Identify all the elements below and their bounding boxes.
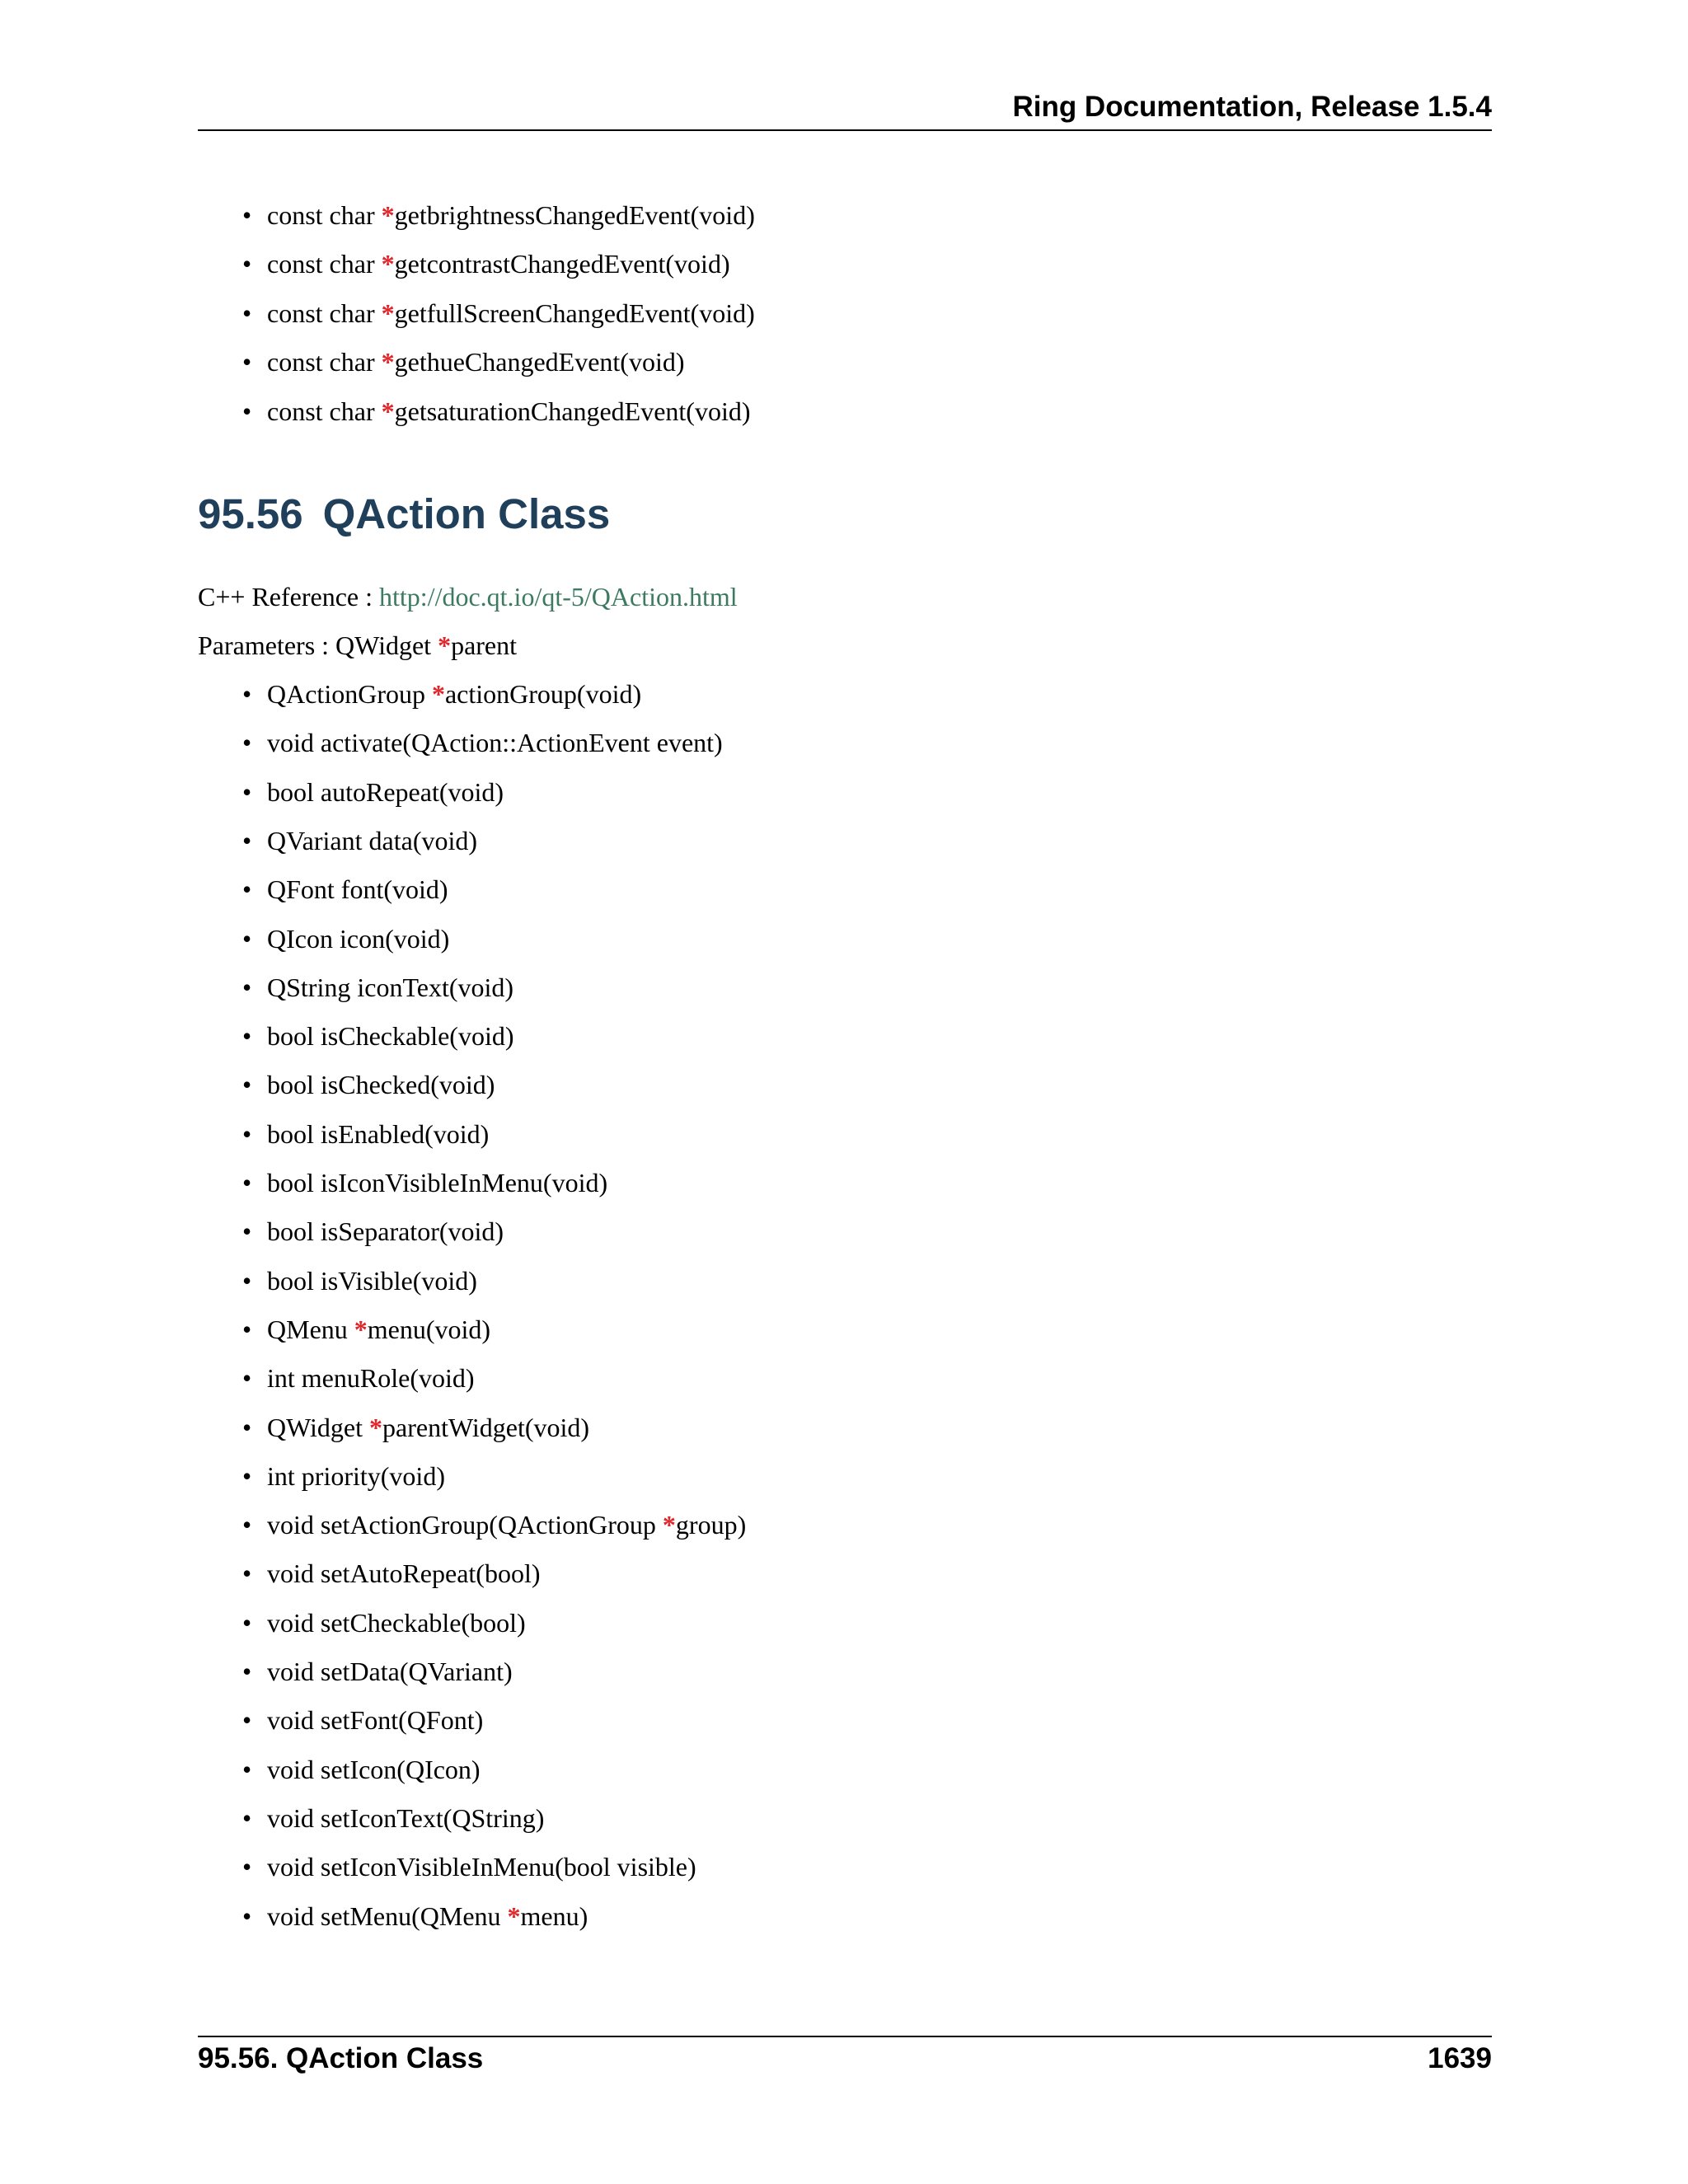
reference-link[interactable]: http://doc.qt.io/qt-5/QAction.html bbox=[379, 582, 738, 612]
bullet: • bbox=[242, 1118, 252, 1149]
item-text-prefix: QVariant data(void) bbox=[267, 825, 478, 855]
item-text-prefix: void setMenu(QMenu bbox=[267, 1900, 508, 1931]
item-text-prefix: bool isIconVisibleInMenu(void) bbox=[267, 1168, 608, 1197]
item-text bbox=[267, 1411, 589, 1444]
pointer-star: * bbox=[369, 1412, 383, 1442]
bullet: • bbox=[242, 1558, 252, 1589]
bullet: • bbox=[242, 298, 252, 328]
item-text bbox=[267, 395, 750, 428]
item-text-prefix: const char bbox=[267, 249, 382, 279]
bullet: • bbox=[242, 200, 252, 230]
section-heading bbox=[198, 490, 610, 539]
item-text bbox=[267, 1704, 483, 1736]
bullet: • bbox=[242, 1265, 252, 1296]
item-text-prefix: void setIconText(QString) bbox=[267, 1802, 545, 1833]
item-text-suffix: gethueChangedEvent(void) bbox=[394, 347, 685, 377]
pointer-star: * bbox=[431, 679, 445, 709]
bullet: • bbox=[242, 1705, 252, 1736]
item-text-prefix: bool isSeparator(void) bbox=[267, 1216, 504, 1247]
item-text bbox=[267, 1557, 540, 1590]
item-text bbox=[267, 247, 730, 280]
item-text bbox=[267, 297, 755, 330]
bullet: • bbox=[242, 249, 252, 279]
item-text bbox=[267, 1802, 544, 1835]
bullet: • bbox=[242, 1852, 252, 1882]
item-text-prefix: void setCheckable(bool) bbox=[267, 1607, 526, 1638]
item-text-prefix: const char bbox=[267, 347, 382, 377]
item-text bbox=[267, 1606, 526, 1639]
item-text-suffix: menu(void) bbox=[367, 1314, 491, 1344]
item-text-prefix: int menuRole(void) bbox=[267, 1363, 475, 1394]
bullet: • bbox=[242, 1363, 252, 1394]
item-text-suffix: parentWidget(void) bbox=[382, 1412, 590, 1442]
item-text bbox=[267, 776, 504, 808]
item-text bbox=[267, 1361, 475, 1394]
item-text bbox=[267, 1118, 489, 1151]
footer-rule bbox=[198, 2036, 1492, 2037]
item-text-prefix: int priority(void) bbox=[267, 1460, 445, 1491]
bullet: • bbox=[242, 1657, 252, 1686]
bullet: • bbox=[242, 679, 252, 709]
item-text bbox=[267, 1264, 477, 1297]
footer-section: 95.56. QAction Class bbox=[198, 2042, 484, 2074]
item-text-prefix: bool isEnabled(void) bbox=[267, 1118, 490, 1149]
item-text bbox=[267, 1166, 607, 1199]
bullet: • bbox=[242, 728, 252, 758]
item-text bbox=[267, 1019, 513, 1052]
item-text-suffix: getcontrastChangedEvent(void) bbox=[394, 249, 730, 279]
item-text-prefix: QActionGroup bbox=[267, 679, 432, 709]
pointer-star: * bbox=[381, 298, 395, 328]
bullet: • bbox=[242, 874, 252, 905]
bullet: • bbox=[242, 1510, 252, 1540]
pointer-star: * bbox=[507, 1900, 521, 1931]
item-text-prefix: QString iconText(void) bbox=[267, 972, 514, 1002]
item-text-prefix: void setFont(QFont) bbox=[267, 1705, 484, 1736]
bullet: • bbox=[242, 1216, 252, 1247]
item-text-prefix: const char bbox=[267, 396, 382, 426]
item-text bbox=[267, 1460, 445, 1493]
item-text bbox=[267, 971, 513, 1004]
bullet: • bbox=[242, 972, 252, 1002]
item-text-prefix: bool isCheckable(void) bbox=[267, 1021, 514, 1052]
item-text bbox=[267, 922, 449, 955]
pointer-star: * bbox=[381, 249, 395, 279]
parameters-name: parent bbox=[451, 630, 518, 660]
bullet: • bbox=[242, 825, 252, 855]
item-text bbox=[267, 824, 477, 857]
bullet: • bbox=[242, 1314, 252, 1344]
item-text-suffix: getfullScreenChangedEvent(void) bbox=[394, 298, 755, 328]
bullet: • bbox=[242, 1412, 252, 1442]
item-text-prefix: QFont font(void) bbox=[267, 874, 448, 905]
bullet: • bbox=[242, 347, 252, 377]
bullet: • bbox=[242, 1168, 252, 1197]
item-text-suffix: getsaturationChangedEvent(void) bbox=[394, 396, 751, 426]
bullet: • bbox=[242, 776, 252, 807]
item-text bbox=[267, 1850, 696, 1883]
item-text-prefix: void setAutoRepeat(bool) bbox=[267, 1558, 541, 1589]
cpp-reference-line bbox=[198, 580, 738, 613]
item-text-prefix: bool isChecked(void) bbox=[267, 1070, 495, 1100]
bullet: • bbox=[242, 1607, 252, 1638]
item-text-prefix: void setActionGroup(QActionGroup bbox=[267, 1510, 663, 1540]
item-text bbox=[267, 1068, 495, 1101]
item-text-prefix: const char bbox=[267, 200, 382, 230]
item-text-suffix: menu) bbox=[520, 1900, 588, 1931]
running-header: Ring Documentation, Release 1.5.4 bbox=[1012, 91, 1492, 123]
item-text bbox=[267, 873, 448, 906]
item-text-suffix: group) bbox=[675, 1510, 747, 1540]
item-text-prefix: const char bbox=[267, 298, 382, 328]
item-text-prefix: QIcon icon(void) bbox=[267, 923, 450, 954]
pointer-star: * bbox=[381, 396, 395, 426]
item-text-prefix: QWidget bbox=[267, 1412, 370, 1442]
item-text-prefix: bool isVisible(void) bbox=[267, 1265, 477, 1296]
bullet: • bbox=[242, 1070, 252, 1100]
section-number: 95.56 bbox=[198, 490, 303, 537]
bullet: • bbox=[242, 923, 252, 954]
header-rule bbox=[198, 129, 1492, 131]
bullet: • bbox=[242, 1460, 252, 1491]
item-text-prefix: void activate(QAction::ActionEvent event) bbox=[267, 728, 723, 758]
item-text-prefix: bool autoRepeat(void) bbox=[267, 776, 504, 807]
item-text-prefix: void setIcon(QIcon) bbox=[267, 1754, 481, 1784]
item-text bbox=[267, 199, 755, 232]
pointer-star: * bbox=[381, 347, 395, 377]
item-text-prefix: QMenu bbox=[267, 1314, 354, 1344]
item-text bbox=[267, 1313, 490, 1346]
item-text bbox=[267, 677, 641, 710]
parameters-prefix: Parameters : QWidget bbox=[198, 630, 438, 660]
reference-label: C++ Reference : bbox=[198, 582, 379, 612]
item-text bbox=[267, 1753, 481, 1786]
pointer-star: * bbox=[354, 1314, 368, 1344]
item-text-prefix: void setIconVisibleInMenu(bool visible) bbox=[267, 1852, 696, 1882]
pointer-star: * bbox=[381, 200, 395, 230]
item-text bbox=[267, 1508, 746, 1541]
footer-page-number: 1639 bbox=[1428, 2042, 1492, 2074]
item-text bbox=[267, 1900, 588, 1933]
section-title: QAction Class bbox=[322, 490, 611, 537]
pointer-star: * bbox=[438, 630, 452, 660]
bullet: • bbox=[242, 1900, 252, 1931]
item-text bbox=[267, 1655, 513, 1688]
item-text bbox=[267, 726, 723, 759]
bullet: • bbox=[242, 1754, 252, 1784]
pointer-star: * bbox=[662, 1510, 676, 1540]
parameters-line bbox=[198, 629, 517, 662]
item-text bbox=[267, 345, 685, 378]
item-text-suffix: actionGroup(void) bbox=[444, 679, 642, 709]
item-text bbox=[267, 1215, 504, 1248]
bullet: • bbox=[242, 1802, 252, 1833]
item-text-suffix: getbrightnessChangedEvent(void) bbox=[394, 200, 755, 230]
bullet: • bbox=[242, 1021, 252, 1052]
item-text-prefix: void setData(QVariant) bbox=[267, 1657, 513, 1686]
bullet: • bbox=[242, 396, 252, 426]
